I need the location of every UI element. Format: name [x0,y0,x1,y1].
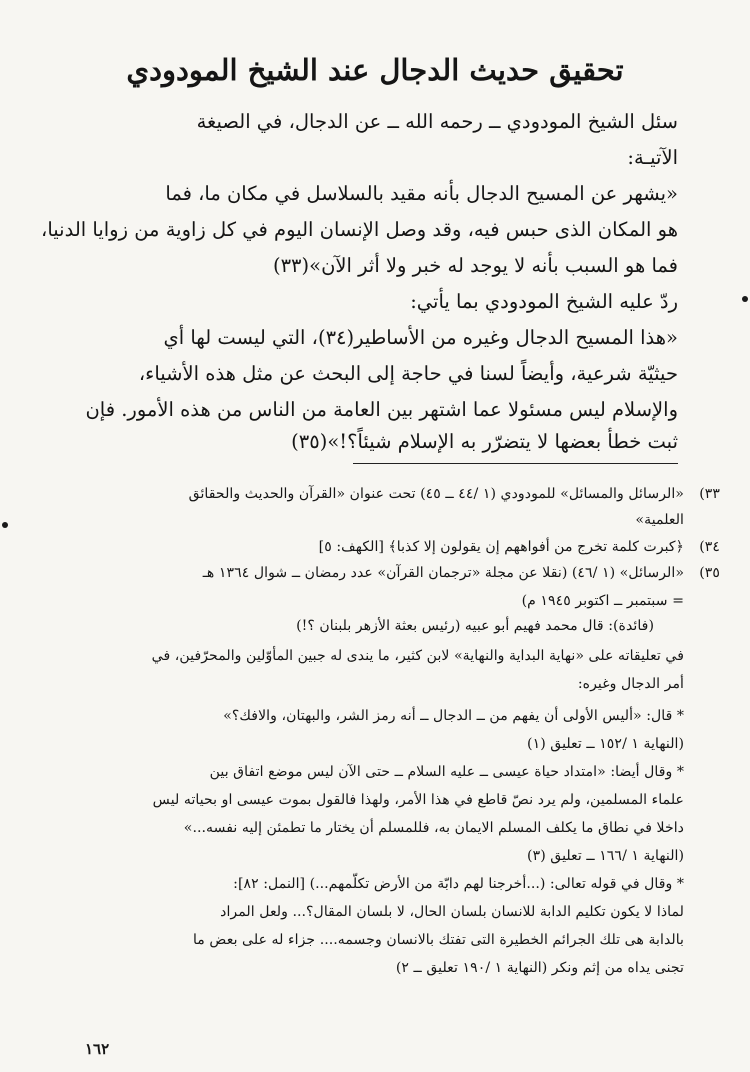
answer-line-1: «هذا المسيح الدجال وغيره من الأساطير(٣٤)، التي ليست لها أي [163,326,678,349]
page-number: ١٦٢ [85,1040,110,1058]
question-line-1: «يشهر عن المسيح الدجال بأنه مقيد بالسلاسل في مكان ما، فما [165,182,678,205]
note-line-6: * وقال أيضا: «امتداد حياة عيسى ــ عليه السلام ــ حتى الآن ليس موضع اتفاق بين [209,764,684,780]
footnote-35-number: ٣٥) [699,565,720,581]
note-line-12: بالدابة هى تلك الجرائم الخطيرة التى تفتك بالانسان وجسمه.... جزاء له على بعض ما [192,932,684,948]
question-line-3: فما هو السبب بأنه لا يوجد له خبر ولا أثر الآن»(٣٣) [272,254,678,277]
page-title: تحقيق حديث الدجال عند الشيخ المودودي [126,53,624,87]
answer-line-3: والإسلام ليس مسئولا عما اشتهر بين العامة من الناس من هذه الأمور. فإن [85,398,678,421]
footnote-33-line-2: العلمية» [635,512,684,528]
note-line-10: * وقال في قوله تعالى: (...أخرجنا لهم دابّة من الأرض تكلّمهم...) [النمل: ٨٢]: [233,876,684,892]
scan-mark-left [2,522,8,528]
note-line-3: أمر الدجال وغيره: [577,676,684,692]
question-line-2: هو المكان الذى حبس فيه، وقد وصل الإنسان اليوم في كل زاوية من زوايا الدنيا، [41,218,678,241]
footnote-33-line-1 [80,480,720,508]
note-line-13: تجنى يداه من إثم ونكر (النهاية ١ /١٩٠ تعليق ــ ٢) [395,960,684,976]
intro-line-1: سئل الشيخ المودودي ــ رحمه الله ــ عن الدجال، في الصيغة [196,110,678,133]
note-line-9: (النهاية ١ /١٦٦ ــ تعليق (٣) [527,848,684,864]
footnote-35-text: «الرسائل» (١ /٤٦) (نقلا عن مجلة «ترجمان القرآن» عدد رمضان ــ شوال ١٣٦٤ هـ [202,565,684,581]
answer-line-2: حيثيّة شرعية، وأيضاً لسنا في حاجة إلى البحث عن مثل هذه الأشياء، [138,362,678,385]
footnote-35-line-2: = سبتمبر ــ اكتوبر ١٩٤٥ م) [521,593,684,609]
note-line-2: في تعليقاته على «نهاية البداية والنهاية» لابن كثير، ما يندى له جبين المأوّلين والمحرّفين، في [151,648,684,664]
footnote-33-text: «الرسائل والمسائل» للمودودي (١ /٤٤ ــ ٤٥) تحت عنوان «القرآن والحديث والحقائق [188,486,684,502]
reply-intro: ردّ عليه الشيخ المودودي بما يأتي: [410,290,678,313]
footnote-separator [353,463,678,464]
note-line-1: (فائدة): قال محمد فهيم أبو عبيه (رئيس بعثة الأزهر بلبنان ؟!) [296,618,654,634]
scan-mark-right [742,296,748,302]
footnote-34-text: ﴿كبرت كلمة تخرج من أفواههم إن يقولون إلا كذبا﴾ [الكهف: ٥] [318,539,684,555]
note-line-4: * قال: «أليس الأولى أن يفهم من ــ الدجال ــ أنه رمز الشر، والبهتان، والافك؟» [223,708,684,724]
footnote-34-line-1 [80,533,720,561]
footnote-33-number: ٣٣) [699,486,720,502]
note-line-7: علماء المسلمين، ولم يرد نصّ قاطع في هذا الأمر، ولهذا فالقول بموت عيسى او بحياته ليس [152,792,684,808]
footnote-34-number: ٣٤) [699,539,720,555]
note-line-11: لماذا لا يكون تكليم الدابة للانسان بلسان الحال، لا بلسان المقال؟... ولعل المراد [220,904,684,920]
answer-line-4: ثبت خطأ بعضها لا يتضرّر به الإسلام شيئاً؟!»(٣٥) [291,430,678,453]
note-line-8: داخلا في نطاق ما يكلف المسلم الايمان به، فللمسلم أن يختار ما تطمئن إليه نفسه...» [183,820,684,836]
intro-line-2: الآتيـة: [627,146,678,169]
footnote-35-line-1 [80,559,720,587]
note-line-5: (النهاية ١ /١٥٢ ــ تعليق (١) [527,736,684,752]
